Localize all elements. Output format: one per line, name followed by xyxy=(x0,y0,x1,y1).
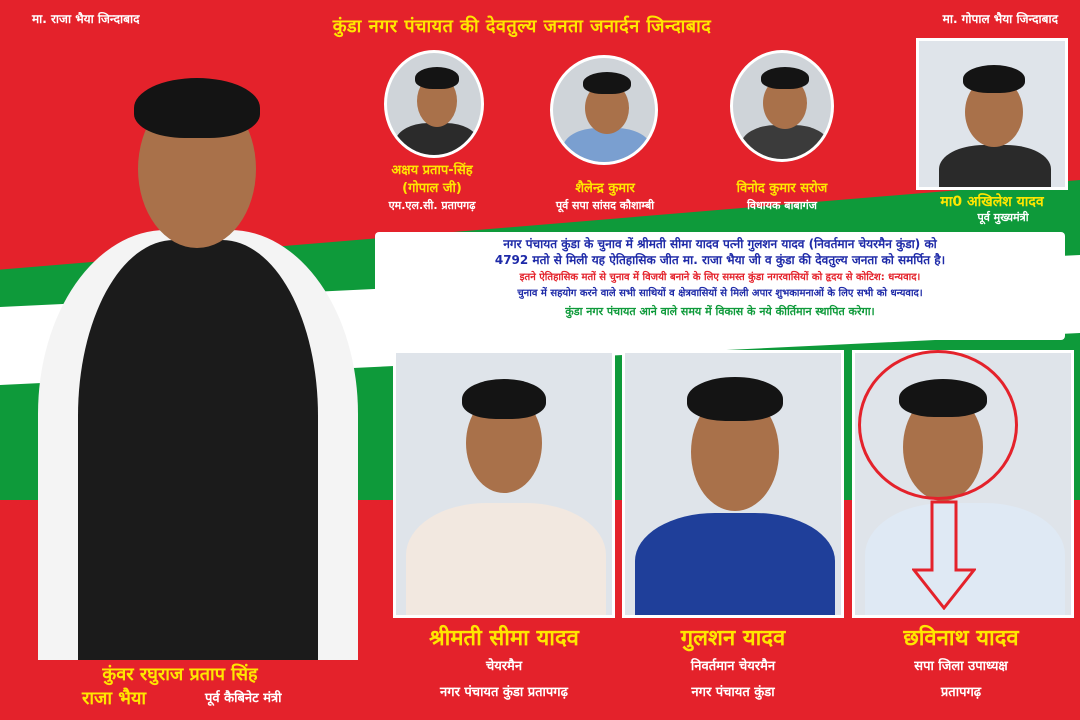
leader-name-2: शैलेन्द्र कुमार xyxy=(575,181,635,196)
leader-name-1 xyxy=(352,160,512,196)
leader-role-3: विधायक बाबागंज xyxy=(747,199,817,212)
main-person-name-line1: कुंवर रघुराज प्रताप सिंह xyxy=(102,664,258,685)
main-person-name-line2: राजा भैया xyxy=(82,688,147,709)
leader-name-1-line2: (गोपाल जी) xyxy=(402,181,462,196)
candidate-name-2: गुलशन यादव xyxy=(680,626,786,651)
message-line-3: इतने ऐतिहासिक मतों से चुनाव में विजयी बनाने के लिए समस्त कुंडा नगरवासियों को हृदय से कोटिश: धन्यवाद। xyxy=(519,272,921,283)
main-person-photo xyxy=(18,40,378,660)
leader-photo-4 xyxy=(916,38,1068,190)
poster-title: कुंडा नगर पंचायत की देवतुल्य जनता जनार्दन जिन्दाबाद xyxy=(332,16,712,37)
message-line-5: कुंडा नगर पंचायत आने वाले समय में विकास के नये कीर्तिमान स्थापित करेगा। xyxy=(565,305,875,318)
candidate-role-3: सपा जिला उपाध्यक्ष xyxy=(914,659,1008,674)
candidate-place-2: नगर पंचायत कुंडा xyxy=(691,685,775,700)
leader-name-1-line1: अक्षय प्रताप-सिंह xyxy=(391,163,473,178)
candidate-role-2: निवर्तमान चेयरमैन xyxy=(690,659,776,674)
message-line-4: चुनाव में सहयोग करने वाले सभी साथियों व क्षेत्रवासियों से मिली अपार शुभकामनाओं के लिए सभी को धन्यवाद। xyxy=(517,288,923,299)
message-box xyxy=(375,232,1065,340)
leader-name-3: विनोद कुमार सरोज xyxy=(736,181,828,196)
candidate-place-3: प्रतापगढ़ xyxy=(940,685,982,700)
down-arrow-icon xyxy=(912,500,976,610)
leader-role-2: पूर्व सपा सांसद कौशाम्बी xyxy=(555,199,655,212)
candidate-name-1: श्रीमती सीमा यादव xyxy=(429,626,579,651)
highlight-circle xyxy=(858,350,1018,500)
leader-photo-2 xyxy=(550,55,658,165)
leader-photo-3 xyxy=(730,50,834,162)
message-line-2: 4792 मतो से मिली यह ऐतिहासिक जीत मा. राजा भैया जी व कुंडा की देवतुल्य जनता को समर्पित है। xyxy=(494,253,946,267)
left-slogan: मा. राजा भैया जिन्दाबाद xyxy=(32,12,140,26)
leader-role-1: एम.एल.सी. प्रतापगढ़ xyxy=(388,199,476,212)
leader-name-4: मा0 अखिलेश यादव xyxy=(940,194,1044,210)
right-slogan: मा. गोपाल भैया जिन्दाबाद xyxy=(942,12,1058,26)
leader-role-4: पूर्व मुख्यमंत्री xyxy=(977,211,1029,224)
main-person-role: पूर्व कैबिनेट मंत्री xyxy=(205,691,282,706)
candidate-photo-1 xyxy=(393,350,615,618)
leader-photo-1 xyxy=(384,50,484,158)
candidate-place-1: नगर पंचायत कुंडा प्रतापगढ़ xyxy=(440,685,568,700)
candidate-name-3: छविनाथ यादव xyxy=(903,626,1019,651)
candidate-role-1: चेयरमैन xyxy=(485,659,523,674)
message-line-1: नगर पंचायत कुंडा के चुनाव में श्रीमती सीमा यादव पत्नी गुलशन यादव (निवर्तमान चेयरमैन कुंडा) को xyxy=(503,237,937,251)
candidate-photo-2 xyxy=(622,350,844,618)
